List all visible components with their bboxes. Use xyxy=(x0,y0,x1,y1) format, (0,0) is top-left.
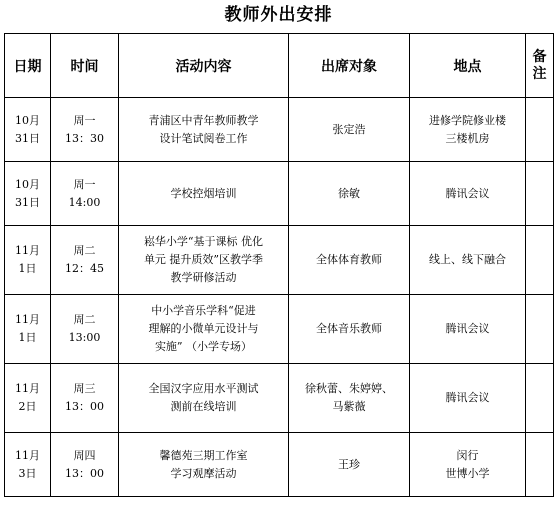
location-cell xyxy=(410,162,526,226)
note-cell xyxy=(526,226,554,295)
header-time: 时间 xyxy=(51,34,119,98)
table-row xyxy=(5,226,554,295)
content-cell xyxy=(119,433,289,497)
header-date: 日期 xyxy=(5,34,51,98)
date-text: 10月 31日 xyxy=(15,177,40,209)
content-cell xyxy=(119,364,289,433)
attendee-text: 全体音乐教师 xyxy=(316,322,382,335)
table-row xyxy=(5,98,554,162)
location-text: 腾讯会议 xyxy=(445,186,490,200)
date-text: 11月 1日 xyxy=(15,313,40,344)
content-cell xyxy=(119,98,289,162)
location-cell xyxy=(410,98,526,162)
location-cell xyxy=(410,433,526,497)
attendee-text: 全体体育教师 xyxy=(316,253,382,266)
location-text: 闵行 世博小学 xyxy=(445,448,490,480)
location-text: 腾讯会议 xyxy=(445,391,490,404)
attendee-text: 王珍 xyxy=(338,457,360,471)
time-text: 周一 13：30 xyxy=(65,113,104,145)
attendee-cell xyxy=(289,295,410,364)
time-cell xyxy=(51,162,119,226)
header-note-label: 备 注 xyxy=(532,48,547,82)
time-text: 周二 12：45 xyxy=(65,244,104,275)
date-text: 11月 2日 xyxy=(15,382,40,413)
content-text: 青浦区中青年教师教学 设计笔试阅卷工作 xyxy=(148,113,259,145)
time-text: 周三 13：00 xyxy=(65,382,104,413)
header-attendee: 出席对象 xyxy=(289,34,410,98)
time-cell xyxy=(51,433,119,497)
attendee-text: 徐秋蕾、朱婷婷、 马紫薇 xyxy=(305,382,393,413)
table-row xyxy=(5,295,554,364)
header-row xyxy=(5,34,554,98)
page-title: 教师外出安排 xyxy=(224,5,333,25)
date-cell xyxy=(5,162,51,226)
content-text: 学校控烟培训 xyxy=(170,186,237,200)
location-text: 进修学院修业楼 三楼机房 xyxy=(429,113,506,145)
attendee-cell xyxy=(289,98,410,162)
note-cell xyxy=(526,162,554,226)
content-text: 全国汉字应用水平测试 测前在线培训 xyxy=(148,382,259,413)
date-cell xyxy=(5,433,51,497)
date-cell xyxy=(5,98,51,162)
time-cell xyxy=(51,295,119,364)
time-text: 周四 13：00 xyxy=(65,448,104,480)
note-cell xyxy=(526,98,554,162)
location-cell xyxy=(410,295,526,364)
note-cell xyxy=(526,433,554,497)
time-cell xyxy=(51,364,119,433)
content-text: 馨德苑三期工作室 学习观摩活动 xyxy=(159,448,248,480)
attendee-text: 徐敏 xyxy=(338,186,360,200)
location-text: 腾讯会议 xyxy=(445,322,490,335)
location-cell xyxy=(410,364,526,433)
header-note xyxy=(526,34,554,98)
attendee-cell xyxy=(289,364,410,433)
attendee-cell xyxy=(289,226,410,295)
date-cell xyxy=(5,226,51,295)
attendee-text: 张定浩 xyxy=(332,122,366,136)
date-cell xyxy=(5,364,51,433)
location-text: 线上、线下融合 xyxy=(429,253,506,266)
table-row xyxy=(5,433,554,497)
content-text: 崧华小学“基于课标 优化 单元 提升质效”区教学季 教学研修活动 xyxy=(143,235,264,284)
schedule-table xyxy=(4,33,554,497)
content-cell xyxy=(119,162,289,226)
content-cell xyxy=(119,226,289,295)
table-row xyxy=(5,364,554,433)
header-content: 活动内容 xyxy=(119,34,289,98)
date-cell xyxy=(5,295,51,364)
time-text: 周一 14:00 xyxy=(68,177,101,209)
date-text: 10月 31日 xyxy=(15,113,40,145)
date-text: 11月 1日 xyxy=(15,244,40,275)
note-cell xyxy=(526,295,554,364)
attendee-cell xyxy=(289,162,410,226)
note-cell xyxy=(526,364,554,433)
time-text: 周二 13:00 xyxy=(68,313,101,344)
header-location: 地点 xyxy=(410,34,526,98)
content-cell xyxy=(119,295,289,364)
content-text: 中小学音乐学科“促进 理解的小微单元设计与 实施” （小学专场） xyxy=(148,304,259,353)
attendee-cell xyxy=(289,433,410,497)
time-cell xyxy=(51,226,119,295)
location-cell xyxy=(410,226,526,295)
time-cell xyxy=(51,98,119,162)
date-text: 11月 3日 xyxy=(15,448,40,480)
table-row xyxy=(5,162,554,226)
